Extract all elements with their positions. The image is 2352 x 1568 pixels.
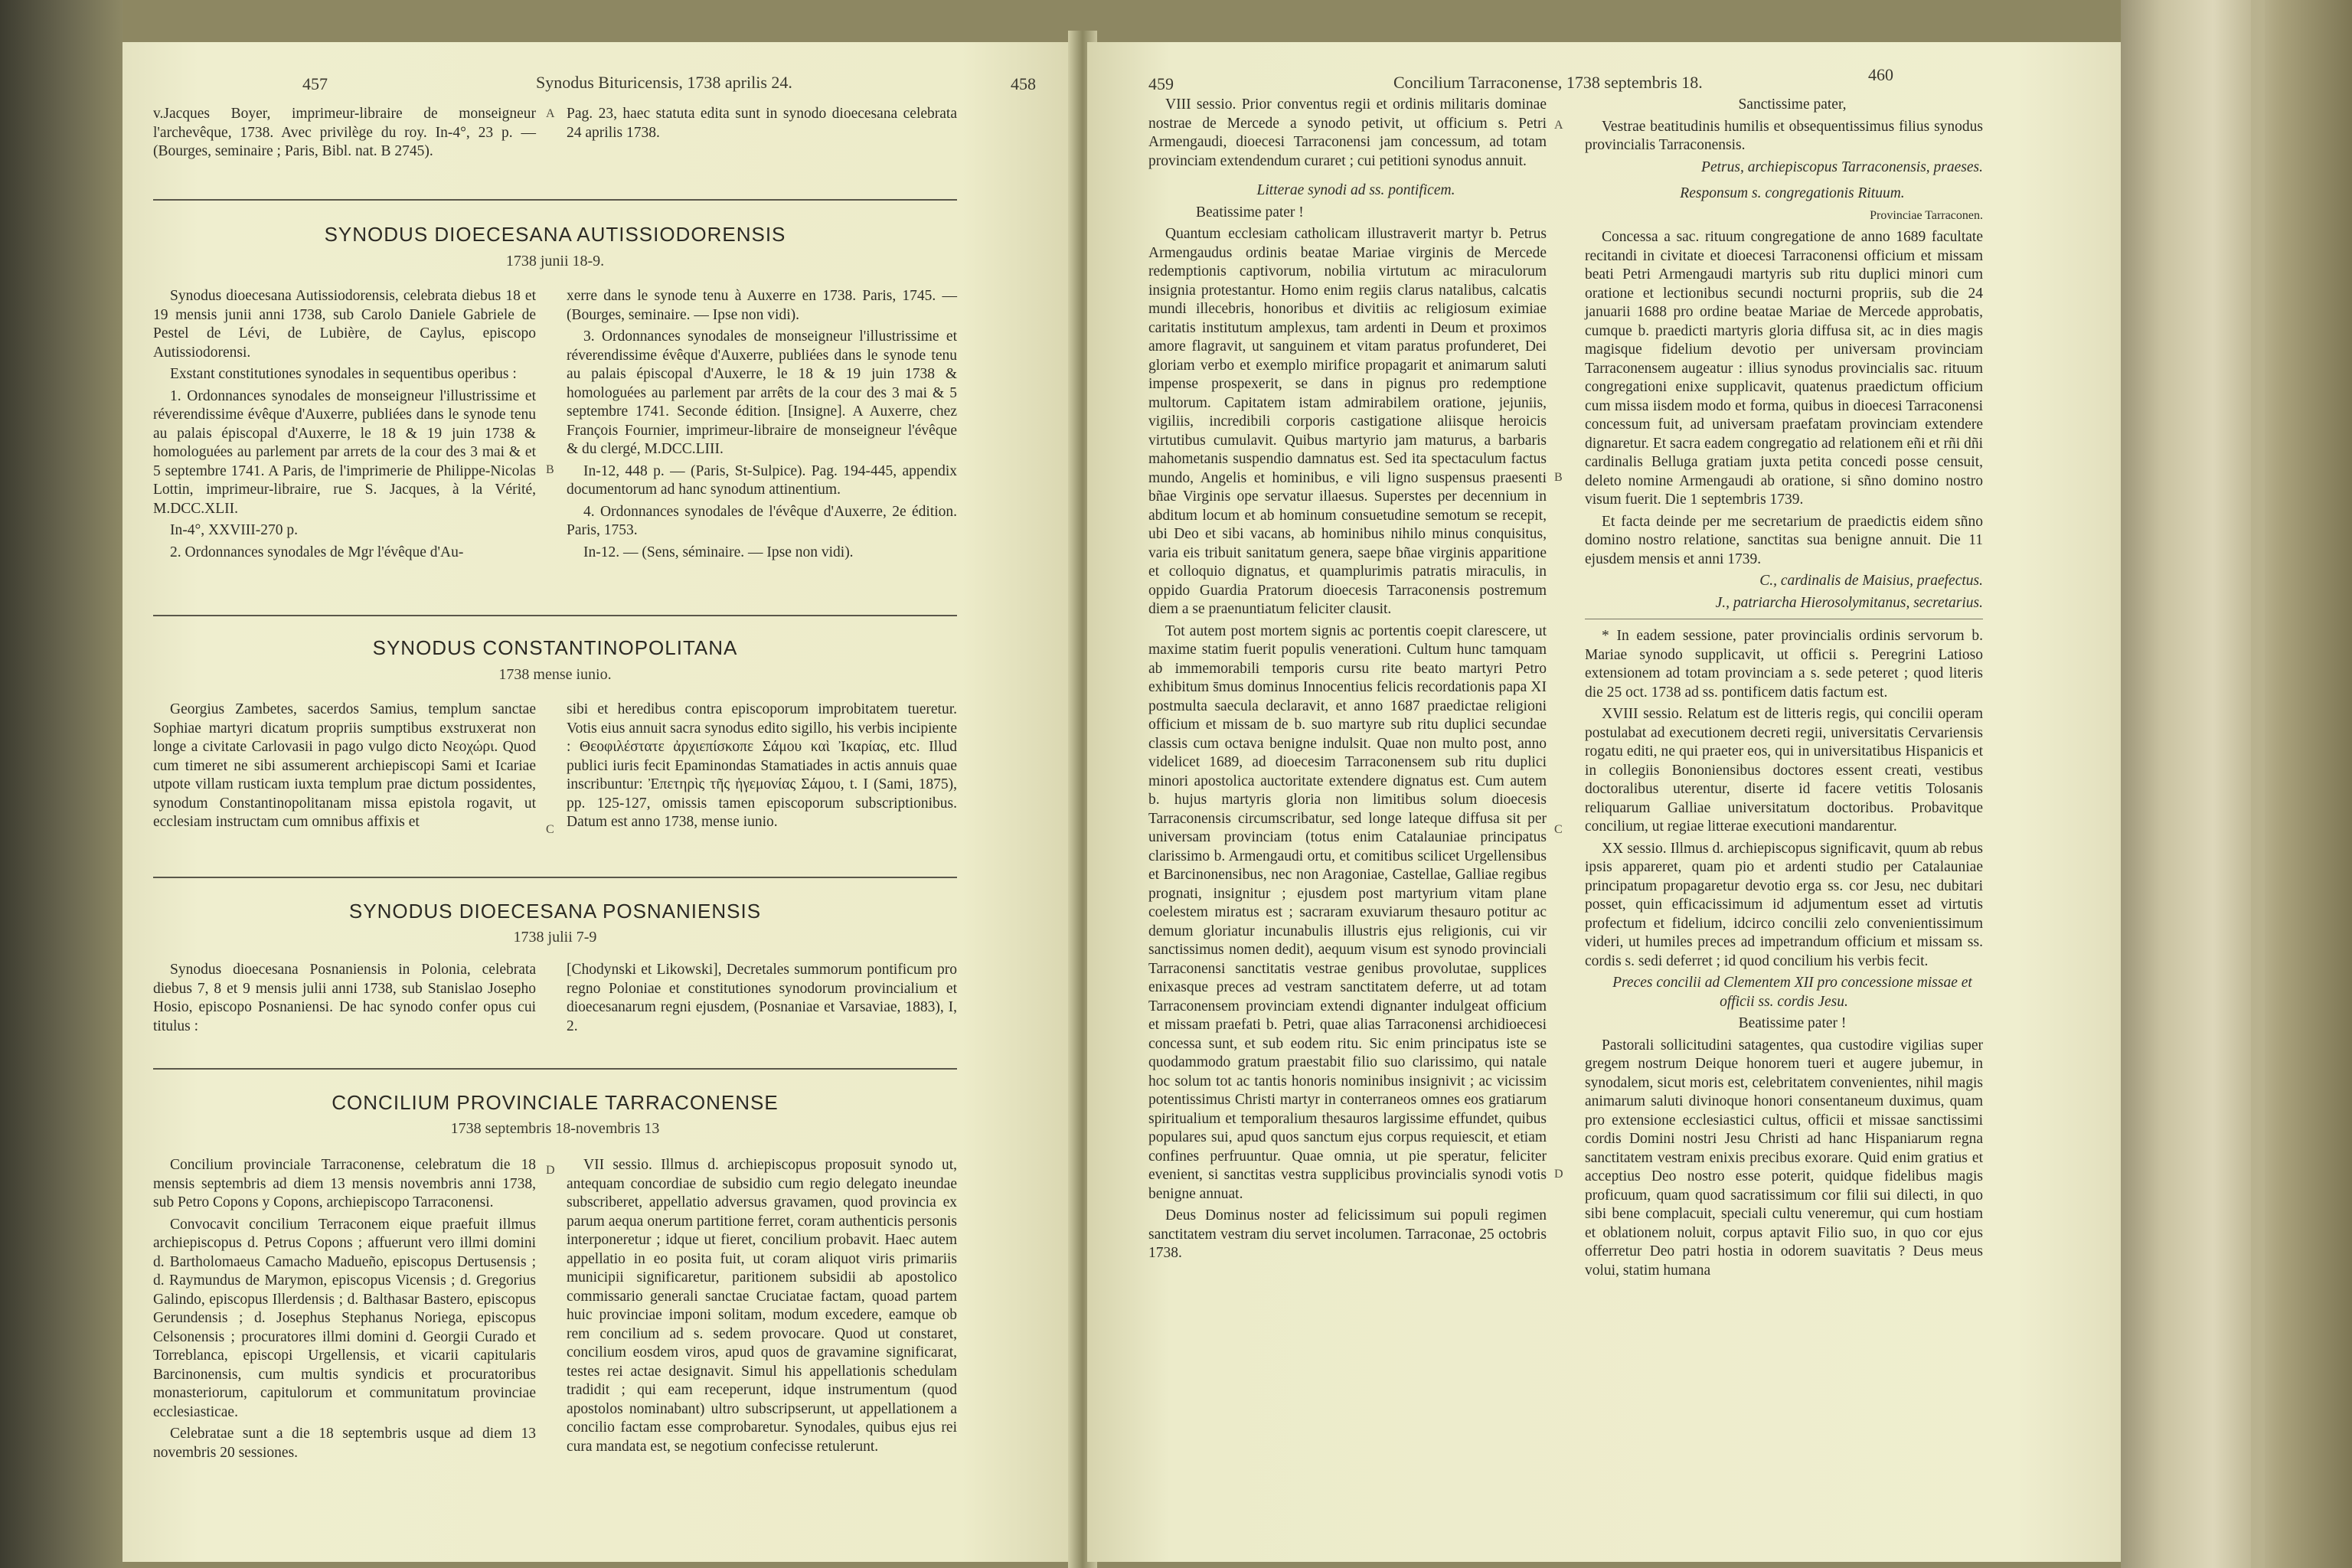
paragraph: 2. Ordonnances synodales de Mgr l'évêque d'Au- [170, 544, 464, 560]
running-head: Synodus Bituricensis, 1738 aprilis 24. [536, 73, 792, 92]
paragraph: Et facta deinde per me secretarium de praedictis eidem sñno domino nostro relatione, sanctitas sua benigne annuit. Die 11 ejusdem mensis et anni 1739. [1585, 513, 1983, 567]
page-number: 459 [1148, 74, 1174, 93]
page-number: 457 [302, 74, 328, 93]
paragraph: xerre dans le synode tenu à Auxerre en 1738. Paris, 1745. — (Bourges, seminaire. — Ipse non vidi). [567, 288, 957, 323]
section-date: 1738 septembris 18-novembris 13 [450, 1120, 660, 1137]
s2-col2 [567, 701, 957, 835]
salutation: Beatissime pater ! [1196, 204, 1304, 220]
s2-col1 [153, 701, 536, 835]
page-number: 458 [1011, 74, 1036, 93]
margin-letter: A [546, 107, 555, 120]
paragraph: In-12. — (Sens, séminaire. — Ipse non vidi). [583, 544, 854, 560]
paragraph: * In eadem sessione, pater provincialis ordinis servorum b. Mariae synodo supplicavit, ut officii s. Peregrini Latioso extensionem ad totam provinciam a s. sede peteret ; quod literis die 25 oct. 1738 ad ss. pontificem datis factum est. [1585, 628, 1983, 701]
running-head: Concilium Tarraconense, 1738 septembris 18. [1393, 73, 1703, 92]
section-title: CONCILIUM PROVINCIALE TARRACONENSE [332, 1091, 779, 1114]
paragraph: Synodus dioecesana Autissiodorensis, celebrata diebus 18 et 19 mensis junii anni 1738, sub Carolo Daniele Gabriele de Pestel de Lévi, de Lubière, de Caylus, episcopo Autissiodorensi. [153, 288, 536, 361]
section-title: SYNODUS DIOECESANA POSNANIENSIS [348, 900, 762, 923]
signature: J., patriarcha Hierosolymitanus, secretarius. [1715, 594, 1983, 611]
paragraph: [Chodynski et Likowski], Decretales summorum pontificum pro regno Poloniae et constitutiones synodorum provincialium et dioecesanarum regni ejusdem, (Posnaniae et Varsaviae, 1883), I, 2. [567, 962, 957, 1034]
margin-letter: B [1554, 471, 1563, 484]
s3-col2 [567, 961, 957, 1039]
s1-col2 [567, 287, 957, 565]
right-col2 [1585, 96, 1983, 1283]
section-rule [153, 199, 957, 201]
paragraph: Pastorali sollicitudini satagentes, qua custodire vigilias super gregem nostrum Deique honorem tueri et augere jubemur, in synodalem, sicut moris est, celebritatem convenientes, nihil magis animarum saluti divinoque honori consentaneum duximus, quam pro extensione ecclesiastici cultus, officii et missae sanctissimi cordis Domini nostri Jesu Christi ad hanc Hispaniarum regna sanctitatem vestram enixis precibus exorare. Quid enim gratius et acceptius Deo nostro esse poterit, quidque fidelibus magis proficuum, quam quod sacratissimum cor filii sui dilecti, in quo sibi bene complacuit, speciali cultu veneremur, qui cum hostiam et oblationem noluit, corpus aptavit Filio suo, in quo cor ejus offerretur Deo patri hostia in odorem suavitatis ? Deus meus volui, statim humana [1585, 1037, 1983, 1279]
paragraph: Concilium provinciale Tarraconense, celebratum die 18 mensis septembris ad diem 13 mensis novembris anni 1738, sub Petro Copons y Copons, archiepiscopo Tarraconensi. [153, 1157, 536, 1210]
section-rule [153, 877, 957, 878]
margin-letter: C [546, 823, 554, 836]
intro-left-col [153, 105, 536, 165]
paragraph: v.Jacques Boyer, imprimeur-libraire de monseigneur l'archevêque, 1738. Avec privilège du roy. In-4°, 23 p. — (Bourges, seminaire ; Paris, Bibl. nat. B 2745). [153, 106, 536, 159]
paragraph: 3. Ordonnances synodales de monseigneur l'illustrissime et réverendissime évêque d'Auxerre, publiées dans le synode tenu au palais épiscopal d'Auxerre, le 18 & 19 juin 1738 & homologuées au parlement par arrêts de la cour des 3 mai & 5 septembre 1741. Seconde édition. [Insigne]. A Auxerre, chez François Fournier, imprimeur-libraire de monseigneur l'évêque & du clergé, M.DCC.LIII. [567, 328, 957, 457]
section-date: 1738 mense iunio. [498, 666, 612, 683]
subheading: Litterae synodi ad ss. pontificem. [1256, 182, 1455, 198]
page-stack-band [2251, 0, 2265, 1568]
right-page [1087, 42, 2121, 1562]
margin-letter: A [1554, 119, 1563, 132]
paragraph: XVIII sessio. Relatum est de litteris regis, qui concilii operam postulabat ad executionem decreti regii, universitatis Cervariensis rogatu editi, ne qui praeter eos, qui in universitatibus Hispanicis et in collegiis Bononiensibus doctores essent creati, vestibus doctoralibus uterentur, diserte id facere vetitis Tolosanis reliquarum Galliae universitatum doctoribus. Probavitque concilium, ut regiae litterae executioni mandarentur. [1585, 706, 1983, 835]
intro-right-col [567, 105, 957, 145]
s4-col1 [153, 1156, 536, 1465]
salutation: Beatissime pater ! [1738, 1015, 1847, 1031]
s4-col2 [567, 1156, 957, 1459]
paragraph: Synodus dioecesana Posnaniensis in Polonia, celebrata diebus 7, 8 et 9 mensis julii anni 1738, sub Stanislao Josepho Hosio, episcopo Posnaniensi. De hac synodo confer opus cui titulus : [153, 962, 536, 1034]
paragraph: Deus Dominus noster ad felicissimum sui populi regimen sanctitatem vestram diu servet incolumen. Tarraconae, 25 octobris 1738. [1148, 1207, 1547, 1261]
section-title: SYNODUS CONSTANTINOPOLITANA [372, 636, 738, 659]
paragraph: Convocavit concilium Terraconem eique praefuit illmus archiepiscopus d. Petrus Copons ; affuerunt vero illmi domini d. Bartholomaeus Camacho Madueño, episcopus Dertusensis ; d. Raymundus de Marymon, episcopus Vicensis ; d. Gregorius Galindo, episcopus Illerdensis ; d. Balthasar Bastero, episcopus Gerundensis ; d. Josephus Stephanus Noriega, episcopus Celsonensis ; procuratores illmi domini d. Georgii Curado et Torreblanca, episcopi Urgellensis, et vicarii capitularis Barcinonensis, cum multis syndicis et procuratoribus monasteriorum, capitulorum et communitatum provinciae ecclesiasticae. [153, 1216, 536, 1420]
paragraph: 4. Ordonnances synodales de l'évêque d'Auxerre, 2e édition. Paris, 1753. [567, 503, 957, 538]
section-rule [153, 615, 957, 616]
paragraph: Pag. 23, haec statuta edita sunt in synodo dioecesana celebrata 24 aprilis 1738. [567, 106, 957, 141]
paragraph: Concessa a sac. rituum congregatione de anno 1689 facultate recitandi in civitate et dioecesi Tarraconensi officium et missam beati Petri Armengaudi martyris sub ritu duplici minori cum oratione et lectionibus secundi nocturni propriis, sub die 24 januarii 1688 pro ordine beatae Mariae de Mercede approbatis, cumque b. praedicti martyris gloria diffusa sit, ac in dies magis magisque fidelium devotio per universam provinciam Tarraconensem augeatur : illius synodus provincialis sac. rituum congregationi enixe supplicavit, quatenus praedictum officium cum missa iisdem modo et forma, quibus in dioecesi Tarraconensi concessum fuit, ad universam praefatam provinciam extendere dignaretur. Et sacra eadem congregatio ad relationem eñi et rñi dñi cardinalis Belluga gratiam juxta petita concedi posse censuit, deleto nomine Armengaudi ab oratione, si sñno domino nostro visum fuerit. Die 1 septembris 1739. [1585, 229, 1983, 508]
paragraph: Vestrae beatitudinis humilis et obsequentissimus filius synodus provincialis Tarraconensis. [1585, 118, 1983, 153]
label: Provinciae Tarraconen. [1870, 208, 1983, 222]
right-col1 [1148, 96, 1547, 1266]
paragraph: VII sessio. Illmus d. archiepiscopus proposuit synodo ut, antequam concordiae de subsidio cum regio delegato ineundae subscriberet, appellatio adversus gravamen, quod provincia ex parum aequa onerum partitione ferret, coram authenticis personis interponeretur ; idque ut fieret, concilium probavit. Haec autem appellatio in eo posita fuit, ut coram aliquot viris primariis municipii significaretur, paritionem subsidii ab apostolico commissario generali sanctae Cruciatae factam, quoad partem huic provinciae imponi solitam, modum excedere, eamque ob rem concilium ad s. sedem provocare. Quod ut constaret, concilium eosdem viros, apud quos de gravamine significarat, testes rei actae designavit. Simul his appellationis schedulam tradidit ; qui eam receperunt, idque instrumentum (quod apostolos nominabant) ultro subscripserunt, ut appellationem a concilio factam esse comprobaretur. Synodales, quibus ejus rei cura mandata est, se negotium confecisse retulerunt. [567, 1157, 957, 1455]
paragraph: Celebratae sunt a die 18 septembris usque ad diem 13 novembris 20 sessiones. [153, 1426, 536, 1461]
margin-letter: D [546, 1164, 555, 1177]
left-page [122, 42, 1076, 1562]
paragraph: Exstant constitutiones synodales in sequentibus operibus : [170, 366, 517, 382]
paragraph: In-4°, XXVIII-270 p. [170, 522, 299, 538]
s1-col1 [153, 287, 536, 565]
margin-letter: D [1554, 1168, 1563, 1181]
subheading: Preces concilii ad Clementem XII pro concessione missae et officii ss. cordis Jesu. [1612, 975, 1972, 1010]
paragraph: 1. Ordonnances synodales de monseigneur l'illustrissime et réverendissime évêque d'Auxerre, publiées dans le synode tenu au palais épiscopal d'Auxerre, le 18 & 19 juin 1738 & homologuées au parlement par arrets de la cour des 3 mai & et 5 septembre 1741. A Paris, de l'imprimerie de Philippe-Nicolas Lottin, imprimeur-libraire, rue S. Jacques, à la Vérité, M.DCC.XLII. [153, 387, 536, 517]
book-edge-left [0, 0, 122, 1568]
signature: Petrus, archiepiscopus Tarraconensis, praeses. [1701, 158, 1983, 175]
page-number: 460 [1868, 65, 1893, 84]
book-edge-right [2121, 0, 2352, 1568]
signature: C., cardinalis de Maisius, praefectus. [1759, 573, 1983, 589]
section-title: SYNODUS DIOECESANA AUTISSIODORENSIS [324, 223, 786, 246]
paragraph: XX sessio. Illmus d. archiepiscopus significavit, quum ab rebus ipsis appareret, quam pio et ardenti studio per Catalauniae principatum propagaretur devotio erga ss. cor Jesu, nec dubitari posset, quin efficacissimum id adjumentum esset ad virtutis profectum et fidelium, idcirco concilii zelo convenientissimum videri, ut humiles preces ad impetrandum officium et missam ss. cordis s. sedi deferret ; id quod concilium his verbis fecit. [1585, 840, 1983, 969]
salutation: Sanctissime pater, [1738, 96, 1847, 113]
paragraph: Quantum ecclesiam catholicam illustraverit martyr b. Petrus Armengaudus ordinis beatae Mariae virginis de Mercede redemptionis captivorum, nobilia virtutum ac miraculorum insignia protestantur. Homo enim regiis clarus natalibus, calcatis mundi illecebris, honoribus et divitiis ac religiosum eximiae caritatis institutum amplexus, tam ardenti in Deum et proximos amore flagravit, ut sanguinem et vitam paratus profunderet, Dei gloriam verbo et exemplo mirifice propagarit et animarum saluti impense prospexerit, se dans in pignus pro redemptione multorum. Capitatem istam admirabilem oratione, jejuniis, vigiliis, incredibili corporis castigatione aliisque heroicis virtutibus cumulavit. Quibus martyrio jam maturus, a barbaris mahometanis suspendio damnatus est. Sed ita spectaculum factus mundo, Angelis et hominibus, e vili ligno suspensus praesenti bñae Virginis ope servatur illaesus. Superstes per decennium in abditum locum et ab hominum consuetudine semotum se recepit, ubi Deo et sibi vacans, ab hominibus nihilo minus conquisitus, varia eis tribuit sanitatum genera, saepe bñae virginis apparitione et colloquio dignatus, et quamplurimis patratis miraculis, in oppido Guardia Pratorum dioecesis Tarraconensis postremum diem a se praenuntiatum feliciter clausit. [1148, 226, 1547, 617]
section-rule [153, 1068, 957, 1070]
paragraph: Georgius Zambetes, sacerdos Samius, templum sanctae Sophiae martyri dicatum propriis sumptibus exstruxerat non longe a civitate Carlovasii in pago vulgo dicto Νεοχώρι. Quod cum timeret ne sibi assumerent archiepiscopi Sami et Icariae utpote villam rusticam iuxta templum prae dictum possidentes, synodum Constantinopolitanam missa epistola rogavit, ut ecclesiam instructam cum omnibus affixis et [153, 701, 536, 830]
paragraph: VIII sessio. Prior conventus regii et ordinis militaris dominae nostrae de Mercede a synodo petivit, ut officium s. Petri Armengaudi, dioecesi Tarraconensi jam concessum, ad totam provinciam extendendum curaret ; cui petitioni synodus annuit. [1148, 96, 1547, 169]
paragraph: sibi et heredibus contra episcoporum improbitatem tueretur. Votis eius annuit sacra synodus edito sigillo, his verbis incipiente : Θεοφιλέστατε ἀρχιεπίσκοπε Σάμου καὶ Ἰκαρίας, etc. Illud publici iuris fecit Epaminondas Stamatiades in actis annuis quae inscribuntur: Ἐπετηρὶς τῆς ἡγεμονίας Σάμου, t. I (Sami, 1875), pp. 125-127, omissis tamen episcoporum subscriptionibus. Datum est anno 1738, mense iunio. [567, 701, 957, 830]
margin-letter: B [546, 463, 554, 476]
paragraph: Tot autem post mortem signis ac portentis coepit clarescere, ut maxime statim fuerit populis venerationi. Cultum hunc tamquam ab immemorabili temporis cursu rite beato martyri Petro exhibitum s̄mus dominus Innocentius felicis recordationis papa XI postmulta saecula declaravit, et anno 1687 praedictae religioni officium et missam de b. suo martyre sub ritu duplici secundae classis cum octava benigne indulsit. Quae non multo post, anno videlicet 1689, ad dioecesim Tarraconensem sub ritu duplici minori apostolica auctoritate extendere dignatus est. Cum autem b. hujus martyris gloria non limitibus solum dioecesis Tarraconensis circumscribatur, sed longe lateque diffusa sit per universam provinciam (totus enim Catalauniae principatus clarissimo b. Armengaudi ortu, et comitibus scilicet Urgellensibus et Barcinonensibus, nec non Aragoniae, Castellae, Galliae regibus prognati, insignitur ; ejusdem post martyrium vitam plane coelestem miratus est ; sacraram exuviarum thesauro potitur ac demum gloriatur incunabulis illustris ejus religionis, cui vir sanctissimus nomen dedit), aequum visum est synodo provinciali Tarraconensi sanctitatis vestrae genibus provolutae, supplices enixasque preces ad vestram sanctitatem deferre, ut ad totam Tarraconensem provinciam extendi dignanter indulgeat officium et missam praefati b. Petri, quae alias Tarraconensi archidioecesi concessa sunt, et sub eodem ritu. Sic enim principatus iste se quodammodo gratum praestabit filio suo clarissimo, qui natale hoc solum tot ac tantis honoris nominibus insignivit ; ac vicissim potentissimus Christi martyr in conterraneos omnes eos gratiarum spiritualium et temporalium thesauros largissime effundet, quibus populares sui, apud quos sanctum ejus corpus requiescit, et etiam confines perfruuntur. Quae omnia, ut pie speratur, feliciter evenient, si sanctitas vestra supplicibus provincialis synodi votis benigne annuat. [1148, 622, 1547, 1202]
section-date: 1738 julii 7-9 [513, 929, 597, 946]
s3-col1 [153, 961, 536, 1039]
margin-letter: C [1554, 823, 1563, 836]
paragraph: In-12, 448 p. — (Paris, St-Sulpice). Pag. 194-445, appendix documentorum ad hanc synodum attinentium. [567, 462, 957, 498]
section-date: 1738 junii 18-9. [505, 253, 605, 270]
subheading: Responsum s. congregationis Rituum. [1680, 185, 1905, 201]
